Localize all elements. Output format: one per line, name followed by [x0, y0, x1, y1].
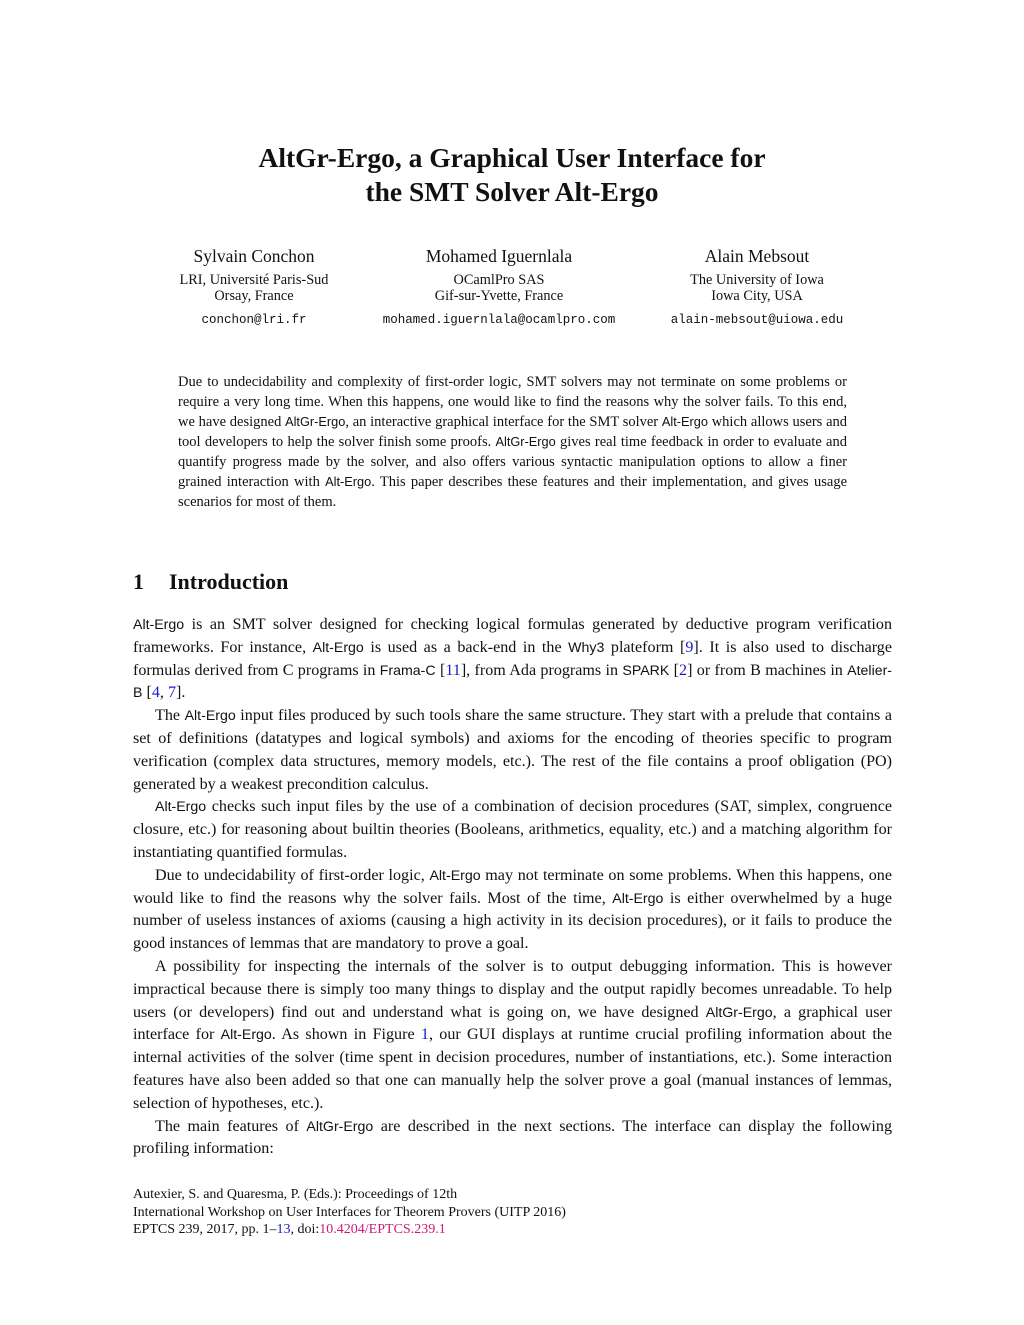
citation-link[interactable]: 4	[151, 684, 160, 702]
paragraph: The main features of AltGr-Ergo are described in the next sections. The interface can display the following profiling information:	[133, 1117, 892, 1158]
abstract-text: Due to undecidability and complexity of first-order logic, SMT solvers may not terminate on some problems or require a very long time. When this happens, one would like to find the reasons why the solver fails. To this end, we have designed AltGr-Ergo, an interactive graphical interface for the SMT solver Alt-Ergo which allows users and tool developers to help the solver finish some proofs. AltGr-Ergo gives real time feedback in order to evaluate and quantify progress made by the solver, and also offers various syntactic manipulation options to allow a finer grained interaction with Alt-Ergo. This paper describes these features and their implementation, and gives usage scenarios for most of them.	[178, 374, 848, 510]
doi-link[interactable]: 10.4204/EPTCS.239.1	[319, 1222, 446, 1237]
author-location: Gif-sur-Yvette, France	[434, 288, 564, 304]
author-name: Sylvain Conchon	[193, 246, 315, 266]
author-name: Mohamed Iguernlala	[425, 246, 573, 266]
author-location: Iowa City, USA	[711, 288, 803, 304]
paragraph: Alt-Ergo is an SMT solver designed for checking logical formulas generated by deductive program verification frameworks. For instance, Alt-Ergo is used as a back-end in the Why3 plateform [9]. It is also used to discharge formulas derived from C programs in Frama-C [11], from Ada programs in SPARK [2] or from B machines in Atelier-B [4, 7].	[133, 616, 893, 702]
author-email[interactable]: conchon@lri.fr	[201, 313, 307, 327]
paragraph: Due to undecidability of first-order logic, Alt-Ergo may not terminate on some problems. When this happens, one would like to find the reasons why the solver fails. Most of the time, Alt-Ergo is either overwhelmed by a huge number of useless instances of axioms (causing a high activity in its decision procedures), or it fails to produce the good instances of lemmas that are mandatory to prove a goal.	[133, 866, 892, 953]
section-heading	[133, 568, 288, 596]
paragraph: Alt-Ergo checks such input files by the use of a combination of decision procedures (SAT, simplex, congruence closure, etc.) for reasoning about builtin theories (Booleans, arithmetics, equality, etc.) and a matching algorithm for instantiating quantified formulas.	[133, 798, 892, 861]
citation-link[interactable]: 11	[445, 661, 461, 679]
author-block	[607, 245, 907, 328]
footer	[133, 1186, 833, 1239]
tool-name: AltGr-Ergo	[285, 414, 346, 429]
citation-link[interactable]: 7	[167, 684, 176, 702]
tool-name: AltGr-Ergo	[495, 434, 556, 449]
tool-name: Alt-Ergo	[661, 414, 708, 429]
title-line-1: AltGr-Ergo, a Graphical User Interface for	[258, 142, 766, 173]
paragraph: The Alt-Ergo input files produced by such tools share the same structure. They start with a prelude that contains a set of definitions (datatypes and logical symbols) and axioms for the encoding of theories specific to program verification (complex data structures, memory models, etc.). The rest of the file contains a proof obligation (PO) generated by a weakest precondition calculus.	[133, 707, 892, 793]
abstract	[178, 372, 847, 512]
author-name: Alain Mebsout	[704, 246, 810, 266]
paper-title	[0, 141, 1024, 209]
body-text	[133, 614, 892, 1161]
author-block	[349, 245, 649, 328]
author-affiliation: The University of Iowa	[690, 272, 824, 288]
section-title: Introduction	[169, 569, 289, 594]
author-email[interactable]: mohamed.iguernlala@ocamlpro.com	[382, 313, 616, 327]
page-link[interactable]: 13	[276, 1222, 291, 1237]
title-line-2: the SMT Solver Alt-Ergo	[365, 176, 659, 207]
author-affiliation: OCamlPro SAS	[453, 272, 545, 288]
footer-line: EPTCS 239, 2017, pp. 1–13, doi:10.4204/EPTCS.239.1	[133, 1222, 446, 1237]
author-location: Orsay, France	[214, 288, 294, 304]
paragraph: A possibility for inspecting the internals of the solver is to output debugging information. This is however impractical because there is simply too many things to display and the output rapidly becomes unreadable. To help users (or developers) find out and understand what is going on, we have designed AltGr-Ergo, a graphical user interface for Alt-Ergo. As shown in Figure 1, our GUI displays at runtime crucial profiling information about the internal activities of the solver (time spent in decision procedures, number of instantiations, etc.). Some interaction features have also been added so that one can manually help the solver prove a goal (manual instances of lemmas, selection of hypotheses, etc.).	[133, 957, 892, 1112]
citation-link[interactable]: 9	[685, 638, 694, 656]
tool-name: Alt-Ergo	[325, 474, 372, 489]
author-affiliation: LRI, Université Paris-Sud	[179, 272, 329, 288]
footer-line: Autexier, S. and Quaresma, P. (Eds.): Proceedings of 12th	[133, 1187, 458, 1202]
footer-line: International Workshop on User Interfaces for Theorem Provers (UITP 2016)	[133, 1204, 566, 1220]
section-number: 1	[133, 569, 144, 594]
citation-link[interactable]: 2	[679, 661, 688, 679]
author-email[interactable]: alain-mebsout@uiowa.edu	[670, 313, 844, 327]
figure-link[interactable]: 1	[420, 1026, 429, 1044]
